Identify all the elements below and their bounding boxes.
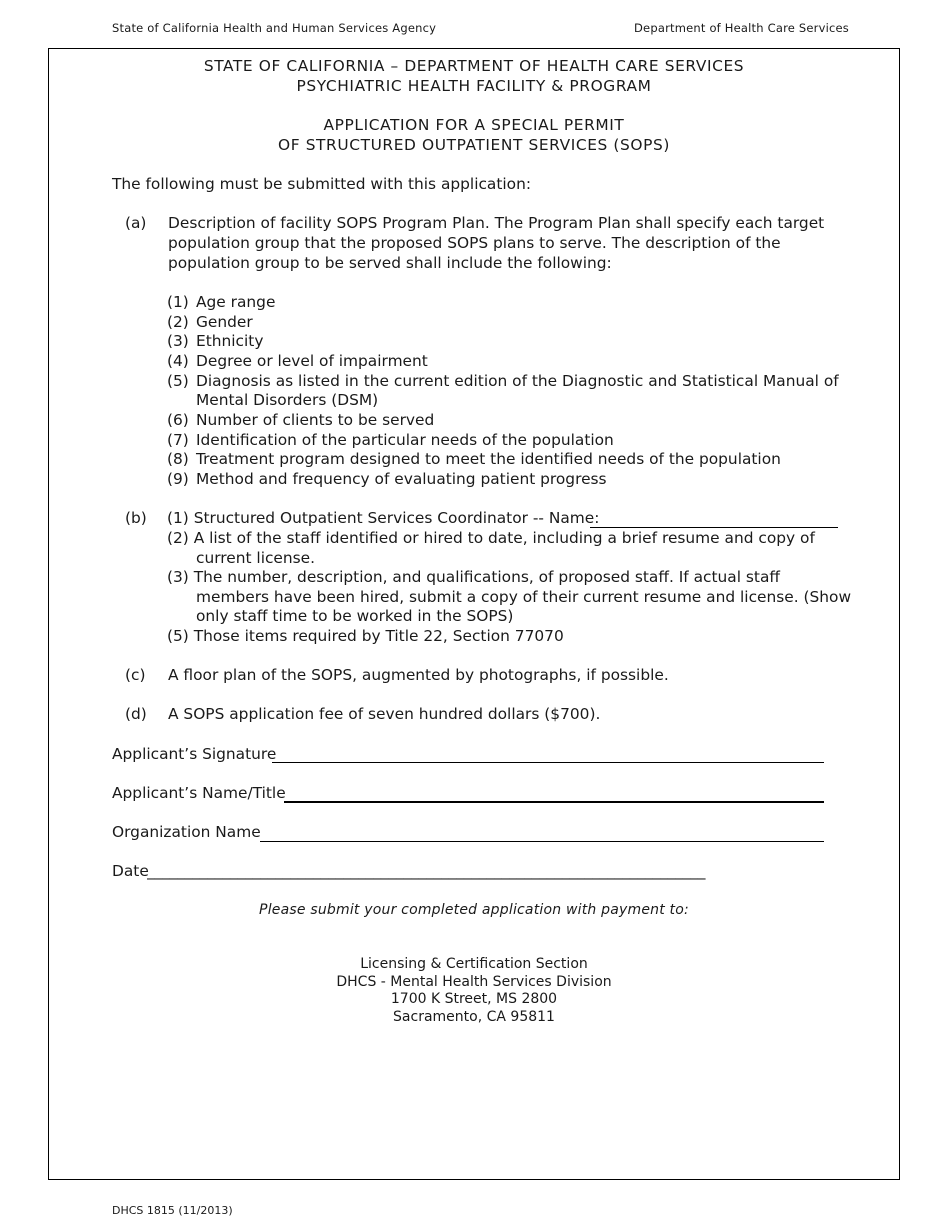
section-b-line: (2) A list of the staff identified or hired to date, including a brief resume and copy of: [167, 529, 815, 547]
item-text: Identification of the particular needs of the population: [196, 431, 614, 449]
coordinator-name-field[interactable]: [590, 527, 838, 528]
item-number: (3): [167, 332, 189, 350]
section-a-line: Description of facility SOPS Program Plan. The Program Plan shall specify each target: [168, 214, 825, 232]
section-c-marker: (c): [125, 666, 146, 684]
item-text: Method and frequency of evaluating patient progress: [196, 470, 607, 488]
agency-header: State of California Health and Human Services Agency: [112, 21, 437, 35]
item-text: Ethnicity: [196, 332, 264, 350]
item-text: Age range: [196, 293, 276, 311]
address-line-2: DHCS - Mental Health Services Division: [336, 974, 612, 990]
item-number: (9): [167, 470, 189, 488]
item-text: Mental Disorders (DSM): [196, 391, 379, 409]
section-c-text: A floor plan of the SOPS, augmented by photographs, if possible.: [168, 666, 669, 684]
item-text: Degree or level of impairment: [196, 352, 428, 370]
organization-field[interactable]: [260, 841, 824, 842]
department-header: Department of Health Care Services: [634, 21, 849, 35]
address-line-1: Licensing & Certification Section: [360, 956, 588, 972]
section-b-line: only staff time to be worked in the SOPS): [196, 607, 514, 625]
name-title-label: Applicant’s Name/Title: [112, 784, 286, 802]
section-a-marker: (a): [125, 214, 147, 232]
title-line-2: PSYCHIATRIC HEALTH FACILITY & PROGRAM: [296, 77, 652, 95]
item-number: (6): [167, 411, 189, 429]
intro-text: The following must be submitted with this application:: [112, 175, 532, 193]
submit-instruction: Please submit your completed application with payment to:: [259, 902, 689, 918]
section-b-line: members have been hired, submit a copy of their current resume and license. (Show: [196, 588, 852, 606]
item-number: (4): [167, 352, 189, 370]
address-line-4: Sacramento, CA 95811: [393, 1009, 555, 1025]
title-line-1: STATE OF CALIFORNIA – DEPARTMENT OF HEALTH CARE SERVICES: [203, 57, 745, 75]
section-a-line: population group that the proposed SOPS plans to serve. The description of the: [168, 234, 781, 252]
date-underscores: __________________________________________________________________________: [147, 862, 706, 880]
item-number: (1): [167, 293, 189, 311]
item-number: (8): [167, 450, 189, 468]
date-label: Date: [112, 862, 149, 880]
item-text: Treatment program designed to meet the identified needs of the population: [196, 450, 781, 468]
section-b-line: (5) Those items required by Title 22, Section 77070: [167, 627, 564, 645]
coordinator-label: (1) Structured Outpatient Services Coordinator -- Name:: [167, 509, 600, 527]
item-text: Number of clients to be served: [196, 411, 435, 429]
organization-label: Organization Name: [112, 823, 261, 841]
signature-field[interactable]: [272, 762, 824, 763]
section-d-marker: (d): [125, 705, 147, 723]
item-number: (5): [167, 372, 189, 390]
item-text: Gender: [196, 313, 253, 331]
section-b-line: current license.: [196, 549, 316, 567]
section-a-line: population group to be served shall include the following:: [168, 254, 612, 272]
signature-label: Applicant’s Signature: [112, 745, 277, 763]
section-d-text: A SOPS application fee of seven hundred dollars ($700).: [168, 705, 601, 723]
item-text: Diagnosis as listed in the current edition of the Diagnostic and Statistical Manual of: [196, 372, 839, 390]
name-title-field[interactable]: [284, 801, 824, 803]
section-b-line: (3) The number, description, and qualifications, of proposed staff. If actual staff: [167, 568, 780, 586]
title-line-3: APPLICATION FOR A SPECIAL PERMIT: [323, 116, 625, 134]
item-number: (7): [167, 431, 189, 449]
address-line-3: 1700 K Street, MS 2800: [390, 991, 558, 1007]
section-b-marker: (b): [125, 509, 147, 527]
form-number: DHCS 1815 (11/2013): [112, 1204, 233, 1217]
item-number: (2): [167, 313, 189, 331]
title-line-4: OF STRUCTURED OUTPATIENT SERVICES (SOPS): [278, 136, 670, 154]
